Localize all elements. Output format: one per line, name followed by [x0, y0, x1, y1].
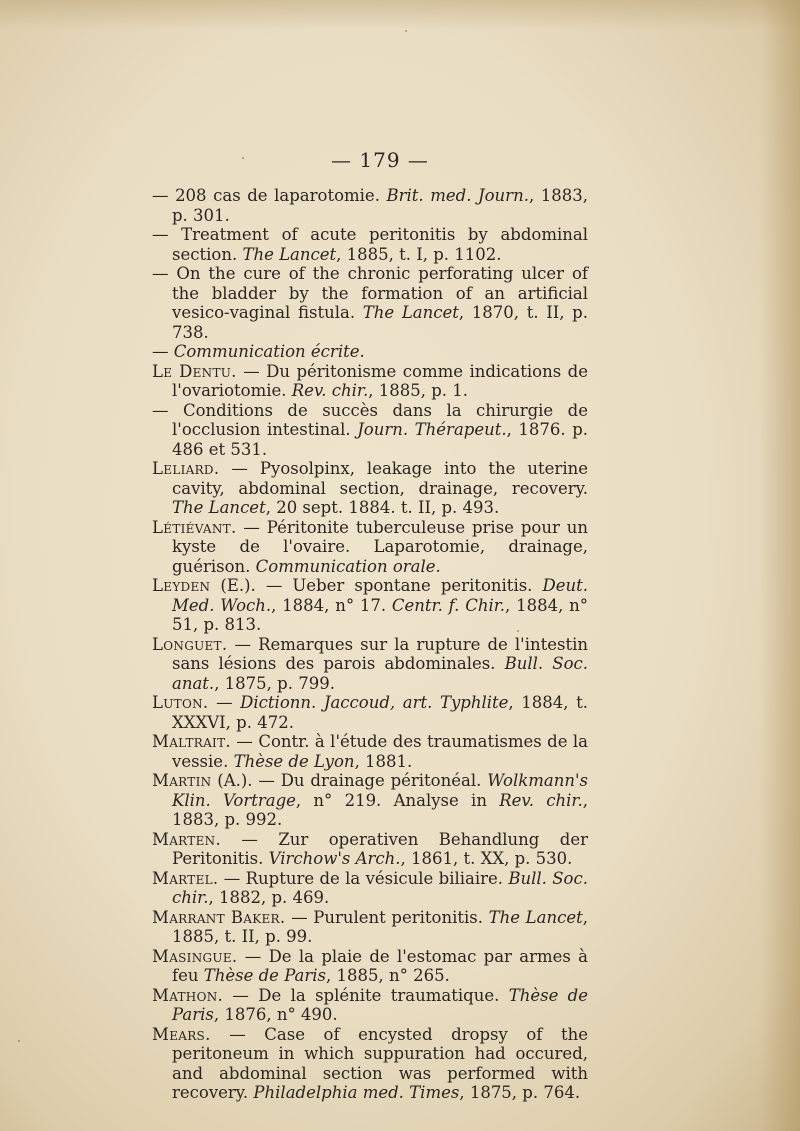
bibliography-entry — [152, 908, 588, 947]
entry-reference: , 1885, p. 1. — [368, 381, 469, 400]
entry-title: Du drainage péritonéal. — [280, 771, 488, 790]
entry-separator: — — [152, 225, 182, 244]
paper-speck — [18, 1040, 20, 1042]
entry-title: Rupture de la vésicule biliaire. — [245, 868, 509, 888]
entry-source: Thèse de Paris — [203, 966, 327, 985]
entry-reference: , 1875, p. 799. — [214, 673, 335, 693]
entry-reference: , n° 219. Analyse in — [295, 790, 500, 810]
entry-source: Communication orale. — [255, 556, 441, 576]
entry-source: Thèse de Paris — [172, 985, 589, 1024]
bibliography-entry — [152, 576, 588, 635]
bibliography-entry — [152, 1025, 588, 1103]
entry-source: The Lancet — [362, 303, 459, 322]
entry-title: De la plaie de l'estomac par armes à feu — [172, 946, 588, 985]
entry-source: Virchow's Arch. — [268, 849, 401, 868]
bibliography-entry — [152, 225, 588, 264]
entry-source: Dictionn. Jaccoud, art. Typhlite — [240, 693, 509, 712]
entry-reference: , 20 sept. 1884. t. II, p. 493. — [265, 498, 500, 517]
entry-source: Deut. Med. Woch. — [172, 576, 588, 615]
entry-source: The Lancet — [172, 498, 266, 517]
entry-reference: , 1884, n° 51, p. 813. — [172, 595, 588, 634]
entry-title: De la splénite traumatique. — [258, 985, 509, 1005]
bibliography-list — [152, 186, 588, 1103]
entry-source: Communication écrite. — [173, 342, 365, 361]
bibliography-entry — [152, 342, 588, 362]
entry-source: Rev. chir. — [499, 790, 583, 810]
entry-separator: — — [218, 868, 246, 888]
entry-separator: (E.). — — [210, 576, 293, 595]
entry-author: Longuet. — [152, 634, 228, 654]
entry-author: Masingue. — [152, 946, 238, 966]
entry-reference: , 1884, t. XXXVI, p. 472. — [172, 693, 588, 732]
entry-reference: , 1875, p. 764. — [459, 1083, 581, 1102]
entry-author: Mathon. — [152, 985, 224, 1005]
entry-source: Brit. med. Journ. — [386, 186, 529, 205]
entry-separator: — — [285, 907, 314, 927]
bibliography-entry — [152, 362, 588, 401]
entry-author: Le Dentu. — [152, 361, 237, 381]
entry-reference: , 1861, t. XX, p. 530. — [400, 849, 573, 868]
bibliography-entry — [152, 947, 588, 986]
entry-title: Zur operativen Behandlung der Peritonitis. — [172, 829, 588, 868]
entry-separator: — — [221, 829, 279, 849]
entry-author: Mears. — [152, 1024, 211, 1044]
entry-source: Rev. chir. — [291, 381, 369, 400]
entry-source: Centr. f. Chir. — [391, 595, 506, 615]
entry-source: The Lancet — [242, 244, 337, 264]
paper-speck — [405, 30, 407, 32]
bibliography-entry — [152, 401, 588, 460]
bibliography-entry — [152, 693, 588, 732]
entry-separator: (A.). — — [211, 771, 281, 790]
entry-author: Maltrait. — [152, 732, 231, 751]
entry-reference: , 1885, n° 265. — [326, 966, 450, 985]
bibliography-entry — [152, 732, 588, 771]
entry-title: 208 cas de laparotomie. — [175, 186, 387, 205]
entry-separator: — — [227, 634, 259, 654]
entry-author: Leyden — [152, 576, 211, 595]
entry-title: On the cure of the chronic perforating ulcer of the bladder by the formation of an artificial vesico-vaginal fistula. — [172, 264, 588, 322]
entry-separator: — — [236, 361, 267, 381]
entry-source: Journ. Thérapeut. — [357, 420, 507, 439]
entry-title: Remarques sur la rupture de l'intestin sans lésions des parois abdominales. — [172, 634, 588, 673]
bibliography-entry — [152, 459, 588, 518]
entry-separator: — — [152, 186, 176, 205]
entry-reference: , 1885, t. II, p. 99. — [172, 907, 588, 946]
entry-title: Péritonite tuberculeuse prise pour un kyste de l'ovaire. Laparotomie, drainage, guérison. — [172, 517, 588, 576]
bibliography-entry — [152, 771, 588, 830]
entry-source: Wolkmann's Klin. Vortrage — [172, 771, 588, 810]
entry-separator: — — [236, 517, 267, 537]
bibliography-entry — [152, 264, 588, 342]
entry-reference: , 1883, p. 992. — [172, 790, 588, 829]
entry-title: Pyosolpinx, leakage into the uterine cavity, abdominal section, drainage, recovery. — [172, 459, 588, 498]
entry-separator: — — [152, 400, 183, 420]
entry-separator: — — [230, 732, 259, 751]
entry-reference: , 1881. — [354, 751, 413, 771]
entry-title: Conditions de succès dans la chirurgie de l'occlusion intestinal. — [172, 400, 589, 439]
entry-title: Purulent peritonitis. — [313, 907, 489, 927]
entry-title: Du péritonisme comme indications de l'ovariotomie. — [172, 361, 588, 400]
entry-reference: , 1884, n° 17. — [271, 595, 392, 615]
entry-reference: , 1883, p. 301. — [172, 186, 588, 225]
entry-reference: , 1876. p. 486 et 531. — [172, 420, 588, 459]
entry-separator: — — [152, 264, 177, 283]
entry-author: Marten. — [152, 829, 221, 849]
entry-title: Contr. à l'étude des traumatismes de la vessie. — [172, 732, 588, 771]
bibliography-entry — [152, 518, 588, 577]
entry-reference: , 1870, t. II, p. 738. — [172, 303, 588, 342]
entry-separator: — — [152, 342, 174, 361]
entry-source: Bull. Soc. anat. — [172, 654, 589, 693]
entry-title: Ueber spontane peritonitis. — [292, 576, 543, 595]
entry-separator: — — [237, 946, 269, 966]
bibliography-entry — [152, 830, 588, 869]
bibliography-entry — [152, 186, 588, 225]
entry-title: Case of encysted dropsy of the peritoneum in which suppuration had occured, and abdominal section was performed with recovery. — [172, 1024, 588, 1102]
bibliography-entry — [152, 986, 588, 1025]
entry-author: Martin — [152, 771, 212, 790]
entry-author: Martel. — [152, 868, 219, 888]
entry-author: Luton. — [152, 693, 209, 712]
entry-reference: , 1885, t. I, p. 1102. — [336, 244, 502, 264]
entry-author: Létiévant. — [152, 517, 237, 537]
page-shadow-right — [760, 0, 800, 1131]
entry-author: Marrant Baker. — [152, 907, 286, 927]
bibliography-entry — [152, 635, 588, 694]
entry-source: Thèse de Lyon — [233, 751, 355, 771]
entry-separator: — — [210, 1024, 265, 1044]
entry-title: Treatment of acute peritonitis by abdominal section. — [172, 225, 589, 264]
bibliography-entry — [152, 869, 588, 908]
entry-source: Philadelphia med. Times — [253, 1083, 460, 1102]
entry-separator: — — [219, 459, 260, 478]
entry-separator: — — [208, 693, 241, 712]
entry-source: Bull. Soc. chir. — [172, 868, 588, 907]
entry-reference: , 1882, p. 469. — [208, 888, 330, 907]
page-number: — 179 — — [331, 148, 429, 172]
entry-separator: — — [223, 985, 259, 1005]
page-shadow-top — [0, 0, 800, 30]
entry-source: The Lancet — [488, 907, 583, 927]
entry-author: Leliard. — [152, 459, 220, 478]
entry-reference: , 1876, n° 490. — [213, 1005, 338, 1024]
